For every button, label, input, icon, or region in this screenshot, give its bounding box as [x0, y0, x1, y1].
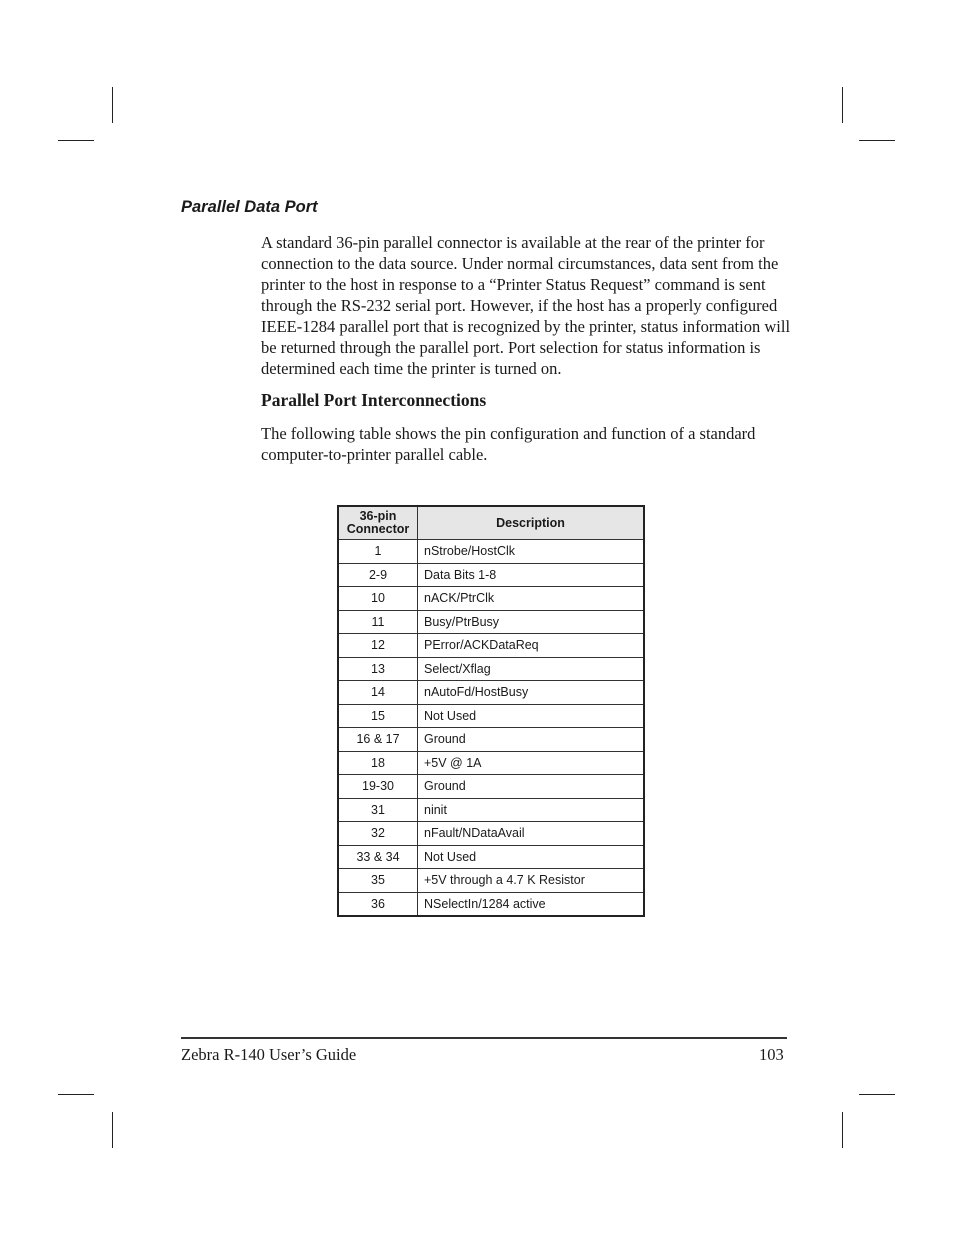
pin-description-cell: Ground [418, 775, 645, 799]
table-row [338, 845, 644, 869]
pin-description-cell: nFault/NDataAvail [418, 822, 645, 846]
table-row [338, 563, 644, 587]
pin-number-cell: 13 [338, 657, 418, 681]
pin-number-cell: 11 [338, 610, 418, 634]
pin-description-cell: Not Used [418, 845, 645, 869]
table-row [338, 728, 644, 752]
pin-number-cell: 1 [338, 540, 418, 564]
table-row [338, 704, 644, 728]
crop-mark [112, 87, 113, 123]
pin-number-cell: 35 [338, 869, 418, 893]
pin-description-cell: nStrobe/HostClk [418, 540, 645, 564]
pin-description-cell: nACK/PtrClk [418, 587, 645, 611]
pin-number-cell: 12 [338, 634, 418, 658]
pin-description-cell: NSelectIn/1284 active [418, 892, 645, 916]
pin-number-cell: 36 [338, 892, 418, 916]
crop-mark [842, 87, 843, 123]
pin-number-cell: 18 [338, 751, 418, 775]
pin-description-cell: Select/Xflag [418, 657, 645, 681]
table-header-row [338, 506, 644, 540]
table-row [338, 681, 644, 705]
table-row [338, 540, 644, 564]
crop-mark [112, 1112, 113, 1148]
pin-description-cell: +5V through a 4.7 K Resistor [418, 869, 645, 893]
pin-description-cell: Ground [418, 728, 645, 752]
header-pin-line2: Connector [346, 522, 410, 536]
pin-description-cell: +5V @ 1A [418, 751, 645, 775]
header-description: Description [418, 506, 645, 540]
pin-description-cell: Busy/PtrBusy [418, 610, 645, 634]
footer-guide-title: Zebra R-140 User’s Guide [181, 1045, 357, 1064]
pin-description-cell: PError/ACKDataReq [418, 634, 645, 658]
crop-mark [58, 1094, 94, 1095]
pin-number-cell: 16 & 17 [338, 728, 418, 752]
pin-description-cell: Not Used [418, 704, 645, 728]
table-row [338, 751, 644, 775]
section-title: Parallel Data Port [181, 198, 318, 216]
intro-paragraph: A standard 36-pin parallel connector is available at the rear of the printer for connection to the data source. Under normal circumstances, data sent from the printer to the host in response to a “Printer Status Request” command is sent through the RS-232 serial port. However, if the host has a properly configured IEEE-1284 parallel port that is recognized by the printer, status information will be returned through the parallel port. Port selection for status information is determined each time the printer is turned on. [261, 233, 791, 378]
table-row [338, 775, 644, 799]
header-pin-connector [338, 506, 418, 540]
table-row [338, 892, 644, 916]
crop-mark [842, 1112, 843, 1148]
table-row [338, 587, 644, 611]
page-number: 103 [759, 1045, 784, 1064]
table-row [338, 869, 644, 893]
crop-mark [859, 140, 895, 141]
pin-number-cell: 14 [338, 681, 418, 705]
table-row [338, 634, 644, 658]
pin-number-cell: 19-30 [338, 775, 418, 799]
table-row [338, 657, 644, 681]
footer-rule [181, 1037, 787, 1039]
pin-number-cell: 31 [338, 798, 418, 822]
table-row [338, 822, 644, 846]
table-intro-paragraph: The following table shows the pin configuration and function of a standard computer-to-printer parallel cable. [261, 424, 756, 464]
pin-number-cell: 10 [338, 587, 418, 611]
table-row [338, 610, 644, 634]
pin-description-cell: nAutoFd/HostBusy [418, 681, 645, 705]
crop-mark [58, 140, 94, 141]
pin-number-cell: 32 [338, 822, 418, 846]
pin-description-cell: Data Bits 1-8 [418, 563, 645, 587]
pin-description-cell: ninit [418, 798, 645, 822]
pin-number-cell: 33 & 34 [338, 845, 418, 869]
pin-configuration-table [337, 505, 645, 917]
table-row [338, 798, 644, 822]
crop-mark [859, 1094, 895, 1095]
pin-number-cell: 2-9 [338, 563, 418, 587]
pin-number-cell: 15 [338, 704, 418, 728]
header-pin-line1: 36-pin [359, 509, 397, 523]
subsection-title: Parallel Port Interconnections [261, 390, 487, 410]
